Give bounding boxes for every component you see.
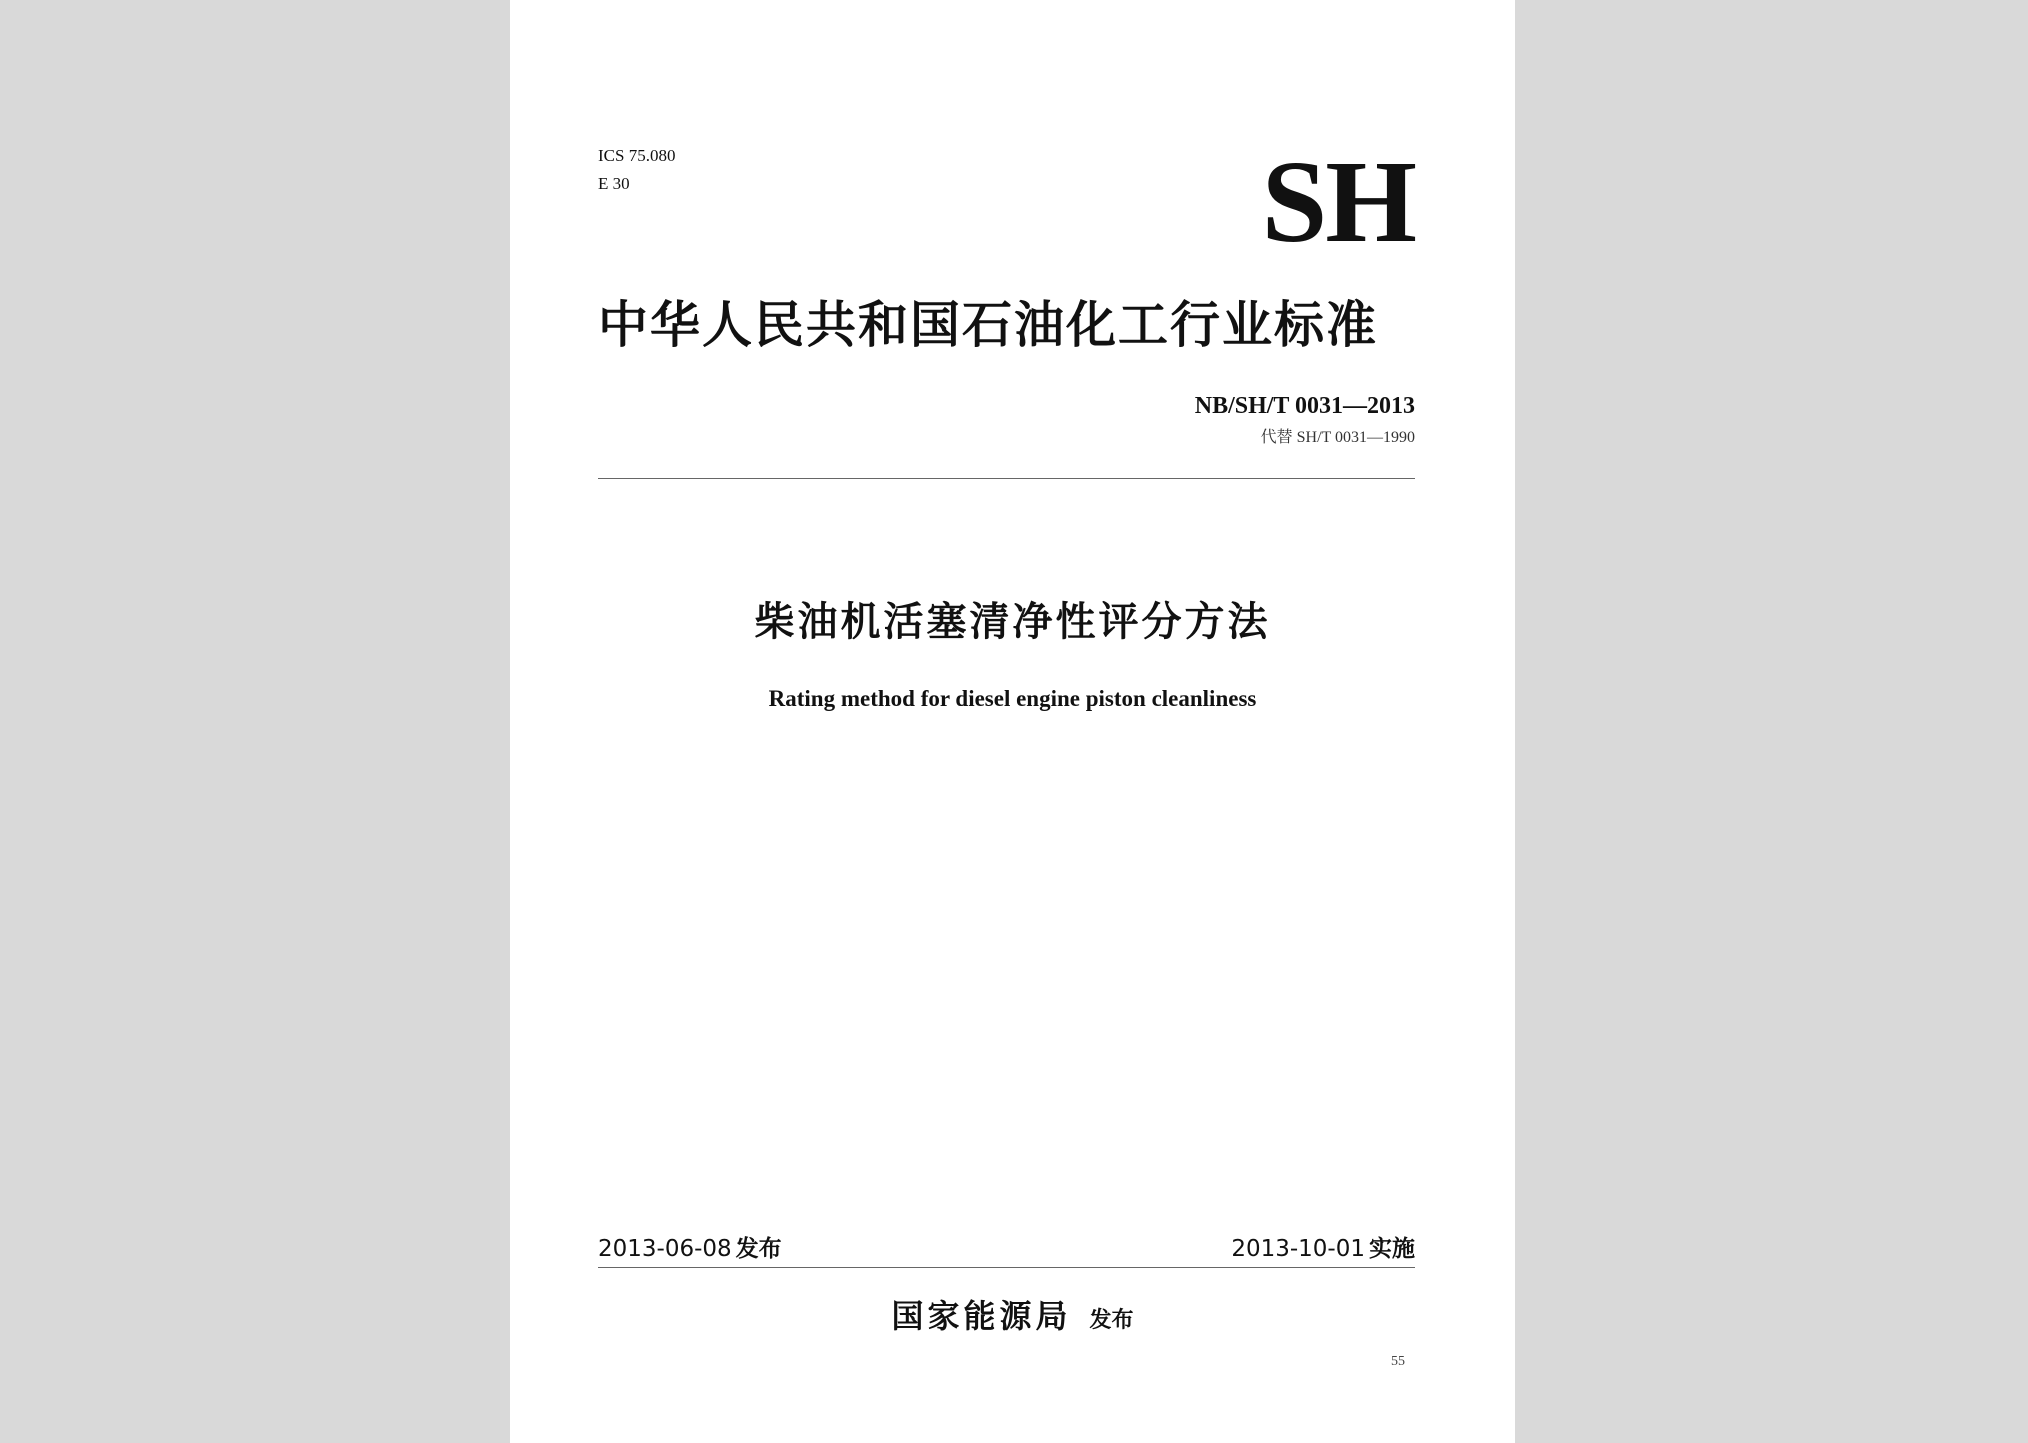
sh-logo: SH <box>1261 136 1415 267</box>
standard-category-title: 中华人民共和国石油化工行业标准 <box>598 296 1378 354</box>
publisher-name: 国家能源局 <box>891 1297 1072 1335</box>
standard-code: NB/SH/T 0031—2013 <box>1194 393 1415 419</box>
effective-date-line <box>1231 1238 1415 1261</box>
ics-code: ICS 75.080 <box>598 146 676 165</box>
document-page <box>510 0 1515 1443</box>
standard-replaces: 代替 SH/T 0031—1990 <box>1260 429 1415 446</box>
effective-date: 2013-10-01 <box>1231 1236 1365 1262</box>
publisher-action: 发布 <box>1089 1308 1134 1333</box>
issue-date-line <box>598 1238 782 1261</box>
top-divider <box>598 478 1415 479</box>
issue-label: 发布 <box>735 1236 782 1262</box>
page-number: 55 <box>1391 1354 1405 1369</box>
bottom-divider <box>598 1267 1415 1268</box>
effective-label: 实施 <box>1369 1236 1415 1262</box>
document-title-cn: 柴油机活塞清净性评分方法 <box>754 599 1271 645</box>
publisher-line <box>510 1297 1515 1335</box>
document-title-en: Rating method for diesel engine piston cleanliness <box>768 686 1257 711</box>
ccs-code: E 30 <box>598 174 630 193</box>
issue-date: 2013-06-08 <box>598 1236 732 1262</box>
